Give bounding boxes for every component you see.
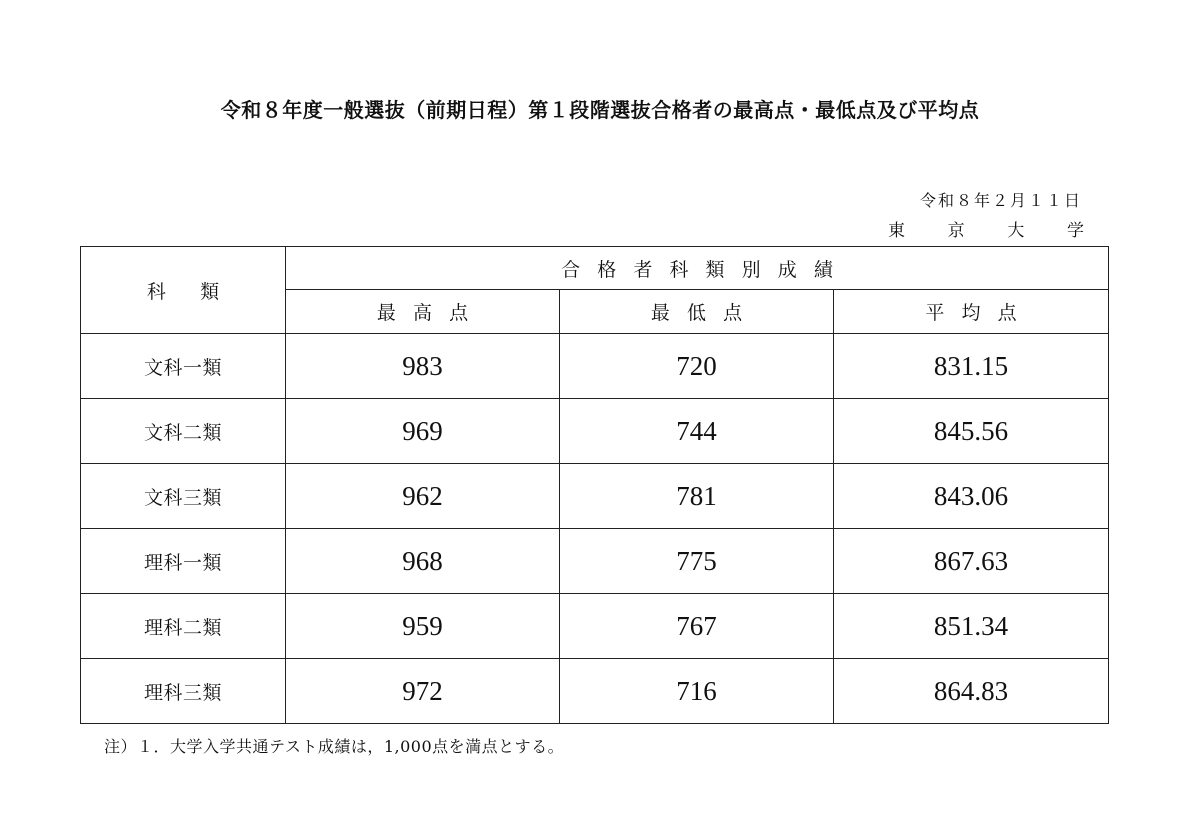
results-table xyxy=(80,246,1109,724)
category-header: 科類 xyxy=(81,247,286,334)
row-max-score: 983 xyxy=(286,334,560,399)
column-header-min: 最低点 xyxy=(560,290,834,334)
row-max-score: 969 xyxy=(286,399,560,464)
row-category: 理科三類 xyxy=(81,659,286,724)
table-row xyxy=(81,659,1109,724)
table-row xyxy=(81,529,1109,594)
row-avg-score: 845.56 xyxy=(834,399,1109,464)
organization-char: 大 xyxy=(1007,221,1025,241)
row-category: 文科二類 xyxy=(81,399,286,464)
page-title: 令和８年度一般選抜（前期日程）第１段階選抜合格者の最高点・最低点及び平均点 xyxy=(220,98,980,122)
row-avg-score: 843.06 xyxy=(834,464,1109,529)
row-avg-score: 831.15 xyxy=(834,334,1109,399)
group-header: 合格者科類別成績 xyxy=(286,247,1109,290)
column-header-avg: 平均点 xyxy=(834,290,1109,334)
row-category: 文科一類 xyxy=(81,334,286,399)
organization-name xyxy=(888,216,1084,241)
table-row xyxy=(81,594,1109,659)
organization-char: 学 xyxy=(1066,221,1084,241)
table-header-row xyxy=(81,247,1109,290)
row-category: 理科二類 xyxy=(81,594,286,659)
row-min-score: 744 xyxy=(560,399,834,464)
footnote: 注）１．大学入学共通テスト成績は，1,000点を満点とする。 xyxy=(104,737,565,756)
row-category: 理科一類 xyxy=(81,529,286,594)
table-row xyxy=(81,399,1109,464)
column-header-max: 最高点 xyxy=(286,290,560,334)
row-max-score: 972 xyxy=(286,659,560,724)
row-avg-score: 851.34 xyxy=(834,594,1109,659)
organization-char: 東 xyxy=(888,221,905,241)
organization-char: 京 xyxy=(947,221,965,241)
row-category: 文科三類 xyxy=(81,464,286,529)
row-max-score: 962 xyxy=(286,464,560,529)
row-min-score: 716 xyxy=(560,659,834,724)
row-avg-score: 864.83 xyxy=(834,659,1109,724)
row-min-score: 775 xyxy=(560,529,834,594)
row-min-score: 781 xyxy=(560,464,834,529)
table-row xyxy=(81,334,1109,399)
row-max-score: 959 xyxy=(286,594,560,659)
table-row xyxy=(81,464,1109,529)
row-min-score: 767 xyxy=(560,594,834,659)
issue-date: 令和８年２月１１日 xyxy=(919,191,1082,210)
row-max-score: 968 xyxy=(286,529,560,594)
row-min-score: 720 xyxy=(560,334,834,399)
row-avg-score: 867.63 xyxy=(834,529,1109,594)
